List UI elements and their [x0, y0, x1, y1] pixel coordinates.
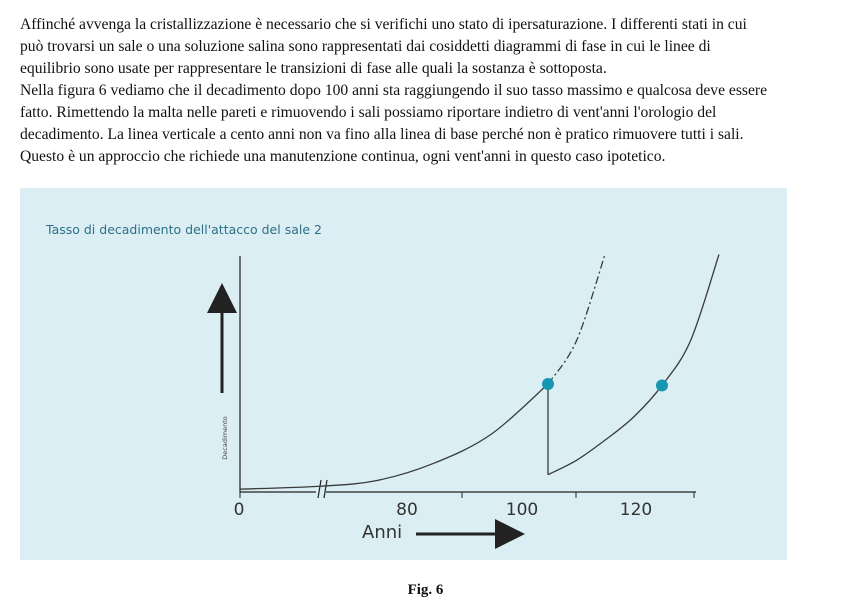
chart-title: Tasso di decadimento dell'attacco del sale 2 [46, 222, 322, 237]
y-axis-label: Decadimento [221, 416, 229, 460]
decay-chart [20, 188, 787, 560]
paragraph-line: decadimento. La linea verticale a cento anni non va fino alla linea di base perché non è pratico rimuovere tutti i sali. [20, 126, 744, 143]
x-tick-label: 100 [505, 500, 539, 520]
figure-caption: Fig. 6 [407, 582, 444, 598]
body-paragraph [20, 14, 835, 168]
paragraph-line: fatto. Rimettendo la malta nelle pareti e rimuovendo i sali possiamo riportare indietro di vent'anni l'orologio del [20, 104, 717, 121]
paragraph-line: Affinché avvenga la cristallizzazione è necessario che si verifichi uno stato di ipersaturazione. I differenti stati in cui [20, 16, 747, 33]
axis-break-mark [318, 480, 321, 498]
axis-break-mark [324, 480, 327, 498]
series-line-after-repair [548, 254, 719, 474]
x-tick-label: 120 [619, 500, 653, 520]
paragraph-line: Nella figura 6 vediamo che il decadimento dopo 100 anni sta raggiungendo il suo tasso massimo e qualcosa deve essere [20, 82, 767, 99]
series-line-original [240, 384, 548, 489]
paragraph-line: equilibrio sono usate per rappresentare le transizioni di fase alle quali la sostanza è sottoposta. [20, 60, 607, 77]
x-tick-label: 0 [233, 500, 245, 520]
x-axis-label: Anni [362, 522, 403, 543]
x-tick-label: 80 [396, 500, 418, 520]
data-point-marker [542, 378, 554, 390]
paragraph-line: può trovarsi un sale o una soluzione salina sono rappresentati dai cosiddetti diagrammi di fase in cui le linee di [20, 38, 711, 55]
data-point-marker [656, 379, 668, 391]
paragraph-line: Questo è un approccio che richiede una manutenzione continua, ogni vent'anni in questo caso ipotetico. [20, 148, 666, 165]
figure-panel [20, 188, 787, 560]
series-line-projection [548, 254, 605, 384]
